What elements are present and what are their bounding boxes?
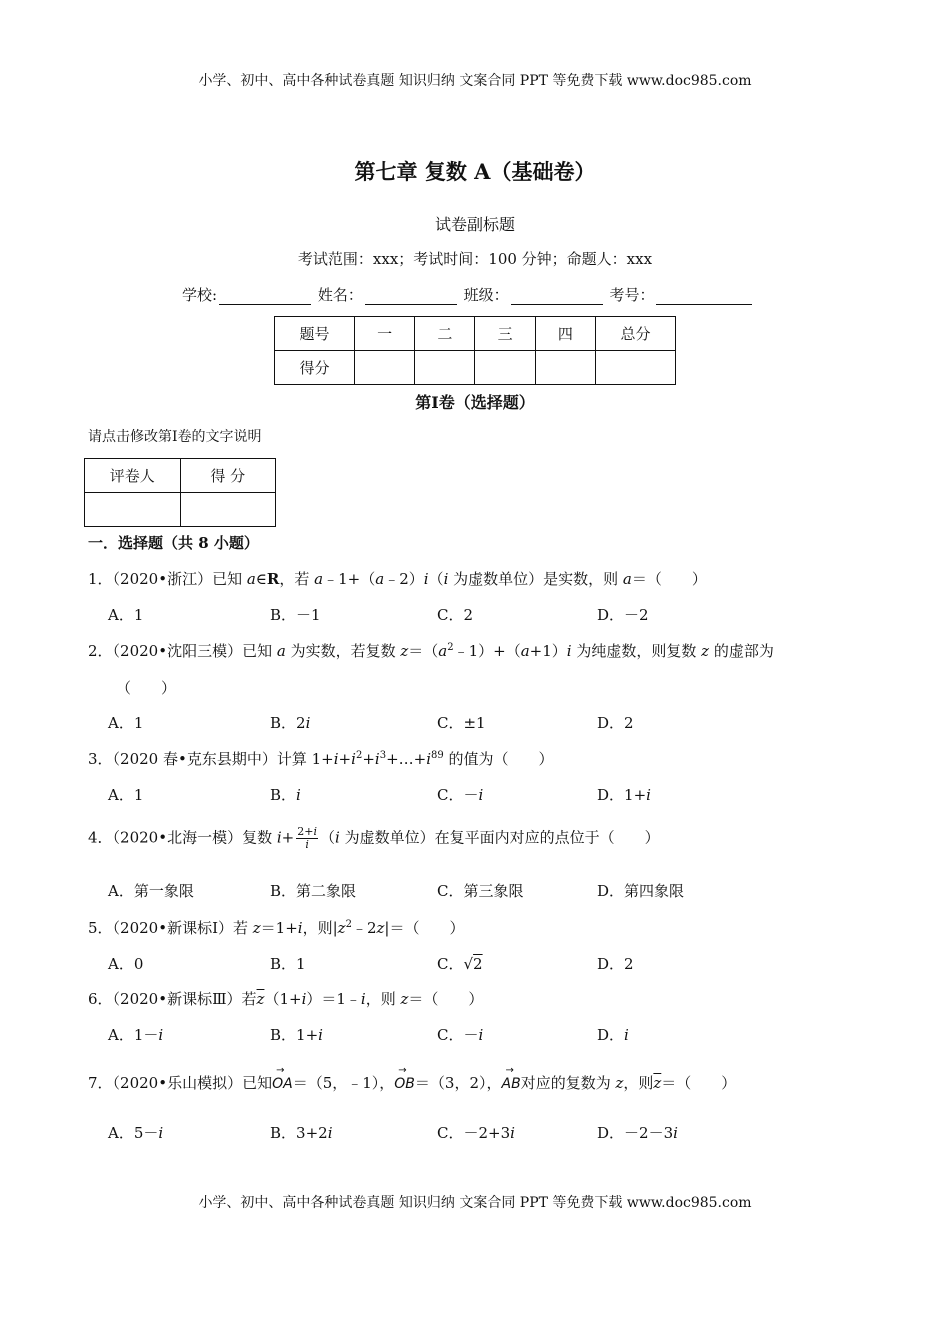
question-4-prefix: 4．（2020•北海一模）复数 [88, 828, 277, 847]
score-header-cell: 总分 [596, 317, 676, 351]
section-title: 一．选择题（共 8 小题） [88, 534, 259, 552]
grader-score-label: 得 分 [180, 459, 276, 493]
q7-option-b-text: B．3+2 [270, 1124, 328, 1142]
grader-label: 评卷人 [85, 459, 181, 493]
q6-option-d-text: D． [597, 1026, 625, 1044]
q7-option-a-text: A．5－ [108, 1124, 159, 1142]
q7-option-c-text: C．－2+3 [437, 1124, 511, 1142]
question-2-prefix: 2．（2020•沈阳三模）已知 [88, 642, 277, 660]
q4-option-d[interactable]: D．第四象限 [597, 882, 685, 900]
grader-table [84, 458, 276, 527]
q5-option-b[interactable]: B．1 [270, 955, 306, 973]
page-title: 第七章 复数 A（基础卷） [354, 159, 596, 184]
q2-option-d[interactable]: D．2 [597, 714, 634, 732]
number-blank[interactable] [656, 290, 752, 305]
q7-option-a[interactable]: A．5－i [108, 1124, 164, 1142]
question-2-cont: （ ） [116, 679, 177, 697]
question-7-prefix: 7．（2020•乐山模拟）已知 [88, 1074, 273, 1092]
q6-option-c-text: C．－ [437, 1026, 479, 1044]
school-label: 学校: [182, 286, 218, 304]
q3-option-c-text: C．－ [437, 786, 479, 804]
school-blank[interactable] [219, 290, 311, 305]
q1-option-d[interactable]: D．－2 [597, 606, 649, 624]
question-2: 2．（2020•沈阳三模）已知 a 为实数，若复数 $z=(a^2﹣1)+(a+1)i$ 为纯虚数，则复数 z 的虚部为 [88, 642, 774, 660]
score-header-cell: 一 [354, 317, 414, 351]
q4-option-c[interactable]: C．第三象限 [437, 882, 524, 900]
q6-option-b-text: B．1+ [270, 1026, 319, 1044]
q1-option-c[interactable]: C．2 [437, 606, 474, 624]
q5-option-c-text: C． [437, 955, 464, 973]
q2-option-a[interactable]: A．1 [108, 714, 144, 732]
score-header-cell: 题号 [275, 317, 355, 351]
sqrt-2-icon: √2 [463, 955, 483, 973]
q2-option-c[interactable]: C．±1 [437, 714, 486, 732]
grader-cell[interactable] [85, 493, 181, 527]
score-cell[interactable] [415, 351, 475, 385]
page-subtitle: 试卷副标题 [434, 215, 515, 234]
q3-option-a[interactable]: A．1 [108, 786, 144, 804]
q4-option-b[interactable]: B．第二象限 [270, 882, 357, 900]
q5-option-c[interactable] [437, 953, 483, 974]
number-label: 考号： [609, 286, 655, 304]
class-blank[interactable] [511, 290, 603, 305]
student-info-fields [182, 284, 754, 305]
vector-ob: → OB [394, 1076, 415, 1092]
q7-option-c[interactable]: C．－2+3i [437, 1124, 515, 1142]
q3-option-c[interactable]: C．－i [437, 786, 484, 804]
question-1-prefix: 1．（2020•浙江）已知 [88, 570, 247, 588]
score-header-cell: 三 [475, 317, 535, 351]
class-label: 班级： [463, 286, 509, 304]
score-header-cell: 二 [415, 317, 475, 351]
score-cell[interactable] [596, 351, 676, 385]
q3-option-d-text: D．1+ [597, 786, 647, 804]
q4-option-a[interactable]: A．第一象限 [108, 882, 194, 900]
fraction-2-plus-i-over-i: $\frac{2+i}{i}$ [297, 825, 317, 851]
question-1: 1．（2020•浙江）已知 a∈R，若 a﹣1+（a﹣2）i（i 为虚数单位）是实数，则 a＝（ ） [88, 570, 707, 588]
score-cell[interactable] [475, 351, 535, 385]
question-3: 3．（2020 春•克东县期中）计算 $1+i+i^2+i^3+\dots+i^{89}$ 的值为（ ） [88, 750, 554, 768]
score-row-label: 得分 [275, 351, 355, 385]
q1-option-a[interactable]: A．1 [108, 606, 144, 624]
name-label: 姓名： [317, 286, 363, 304]
q3-option-b-text: B． [270, 786, 297, 804]
score-table [274, 316, 676, 385]
part1-note: 请点击修改第I卷的文字说明 [88, 429, 262, 445]
score-cell[interactable] [354, 351, 414, 385]
vector-ab: → AB [502, 1076, 521, 1092]
question-7: 7．（2020•乐山模拟）已知→ OA＝（5，﹣1），→ OB＝（3，2），→ AB对应的复数为 z，则$\overline{z}=$（ ） [88, 1072, 736, 1093]
q2-option-b[interactable]: B．2i [270, 714, 311, 732]
q7-option-d-text: D．－2－3 [597, 1124, 674, 1142]
exam-info: 考试范围：xxx；考试时间：100 分钟；命题人：xxx [297, 250, 653, 268]
q7-option-b[interactable]: B．3+2i [270, 1124, 333, 1142]
question-4: 4．（2020•北海一模）复数 i+ $\frac{2+i}{i}$ （i 为虚数单位）在复平面内对应的点位于（ ） [88, 825, 660, 851]
question-5: 5．（2020•新课标Ⅰ）若 z＝1+i，则$|z^2﹣2z|=$（ ） [88, 919, 465, 937]
q6-option-c[interactable]: C．－i [437, 1026, 484, 1044]
q6-option-a-text: A．1－ [108, 1026, 159, 1044]
page-header: 小学、初中、高中各种试卷真题 知识归纳 文案合同 PPT 等免费下载 www.doc985.com [198, 73, 752, 89]
q7-option-d[interactable]: D．－2－3i [597, 1124, 678, 1142]
q5-option-a[interactable]: A．0 [108, 955, 144, 973]
q3-option-b[interactable]: B．i [270, 786, 301, 804]
part1-title: 第Ⅰ卷（选择题） [415, 393, 535, 412]
question-3-prefix: 3．（2020 春•克东县期中）计算 [88, 750, 312, 768]
q1-option-b[interactable]: B．－1 [270, 606, 321, 624]
q6-option-b[interactable]: B．1+i [270, 1026, 323, 1044]
q2-option-b-text: B．2 [270, 714, 306, 732]
grader-score-cell[interactable] [180, 493, 276, 527]
score-cell[interactable] [535, 351, 595, 385]
q3-option-d[interactable]: D．1+i [597, 786, 651, 804]
question-5-prefix: 5．（2020•新课标Ⅰ）若 [88, 919, 253, 937]
vector-oa: → OA [272, 1076, 293, 1092]
q5-option-d[interactable]: D．2 [597, 955, 634, 973]
q6-option-d[interactable]: D．i [597, 1026, 629, 1044]
page-footer: 小学、初中、高中各种试卷真题 知识归纳 文案合同 PPT 等免费下载 www.doc985.com [198, 1195, 752, 1211]
question-6: 6．（2020•新课标Ⅲ）若$\overline{z}(1+i)=1﹣i$，则 z＝（ ） [88, 990, 484, 1008]
name-blank[interactable] [365, 290, 457, 305]
question-6-prefix: 6．（2020•新课标Ⅲ）若 [88, 990, 257, 1008]
q6-option-a[interactable]: A．1－i [108, 1026, 164, 1044]
score-header-cell: 四 [535, 317, 595, 351]
